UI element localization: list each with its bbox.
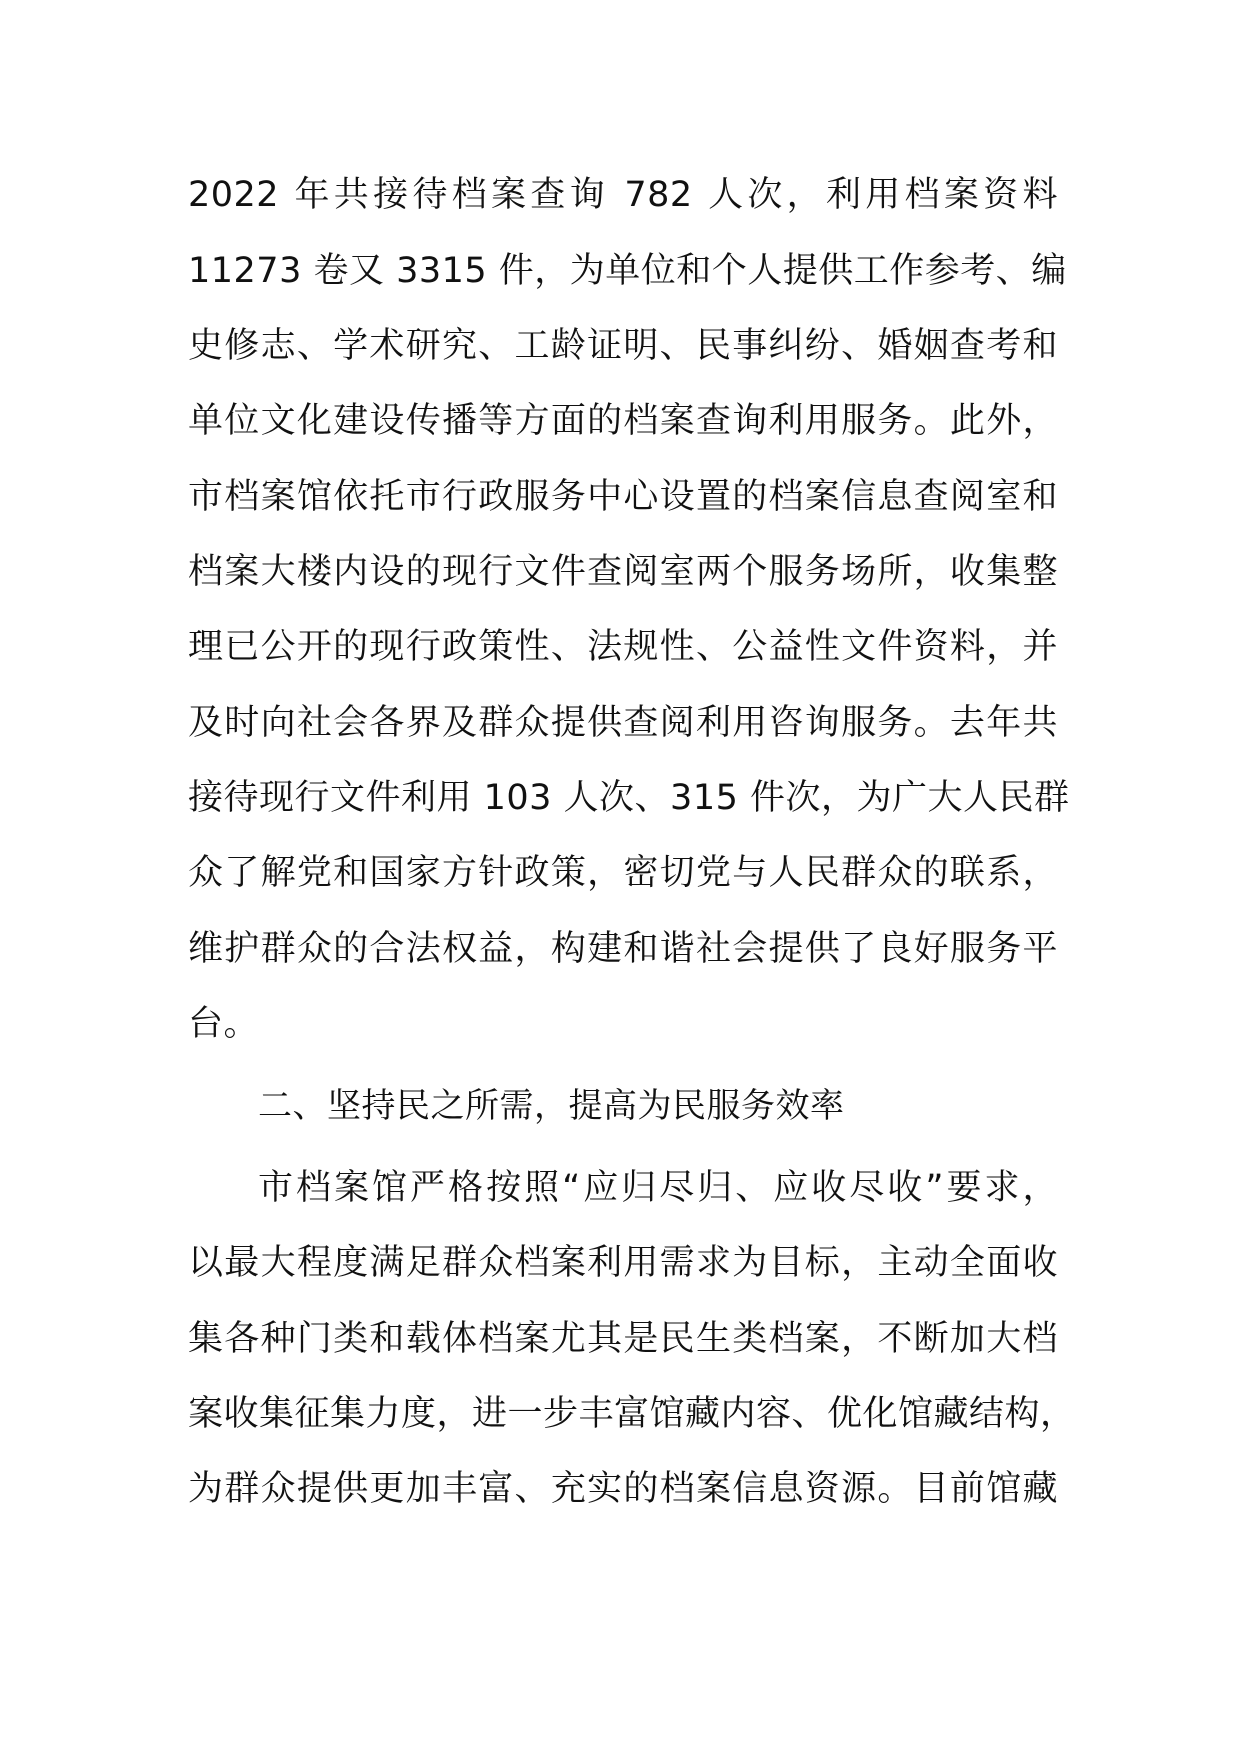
paragraph-line: 案收集征集力度，进一步丰富馆藏内容、优化馆藏结构， bbox=[188, 1394, 1076, 1434]
paragraph-line: 理已公开的现行政策性、法规性、公益性文件资料，并 bbox=[188, 627, 1058, 667]
paragraph-line: 11273 卷又 3315 件，为单位和个人提供工作参考、编 bbox=[188, 251, 1067, 291]
paragraph-line: 以最大程度满足群众档案利用需求为目标，主动全面收 bbox=[188, 1243, 1058, 1283]
paragraph-line: 接待现行文件利用 103 人次、315 件次，为广大人民群 bbox=[188, 778, 1070, 818]
paragraph-line: 台。 bbox=[188, 1004, 260, 1044]
paragraph-line: 档案大楼内设的现行文件查阅室两个服务场所，收集整 bbox=[188, 552, 1058, 592]
paragraph-line: 市档案馆依托市行政服务中心设置的档案信息查阅室和 bbox=[188, 477, 1058, 517]
paragraph-line: 集各种门类和载体档案尤其是民生类档案，不断加大档 bbox=[188, 1319, 1058, 1359]
paragraph-line: 单位文化建设传播等方面的档案查询利用服务。此外， bbox=[188, 401, 1058, 441]
paragraph-line: 史修志、学术研究、工龄证明、民事纠纷、婚姻查考和 bbox=[188, 326, 1058, 366]
paragraph-line: 众了解党和国家方针政策，密切党与人民群众的联系， bbox=[188, 853, 1058, 893]
paragraph-line: 为群众提供更加丰富、充实的档案信息资源。目前馆藏 bbox=[188, 1469, 1058, 1509]
paragraph-line: 及时向社会各界及群众提供查阅利用咨询服务。去年共 bbox=[188, 703, 1058, 743]
section-heading: 二、坚持民之所需，提高为民服务效率 bbox=[258, 1086, 845, 1126]
paragraph-line: 市档案馆严格按照“应归尽归、应收尽收”要求， bbox=[258, 1168, 1058, 1208]
paragraph-line: 2022 年共接待档案查询 782 人次，利用档案资料 bbox=[188, 175, 1058, 215]
paragraph-line: 维护群众的合法权益，构建和谐社会提供了良好服务平 bbox=[188, 929, 1058, 969]
